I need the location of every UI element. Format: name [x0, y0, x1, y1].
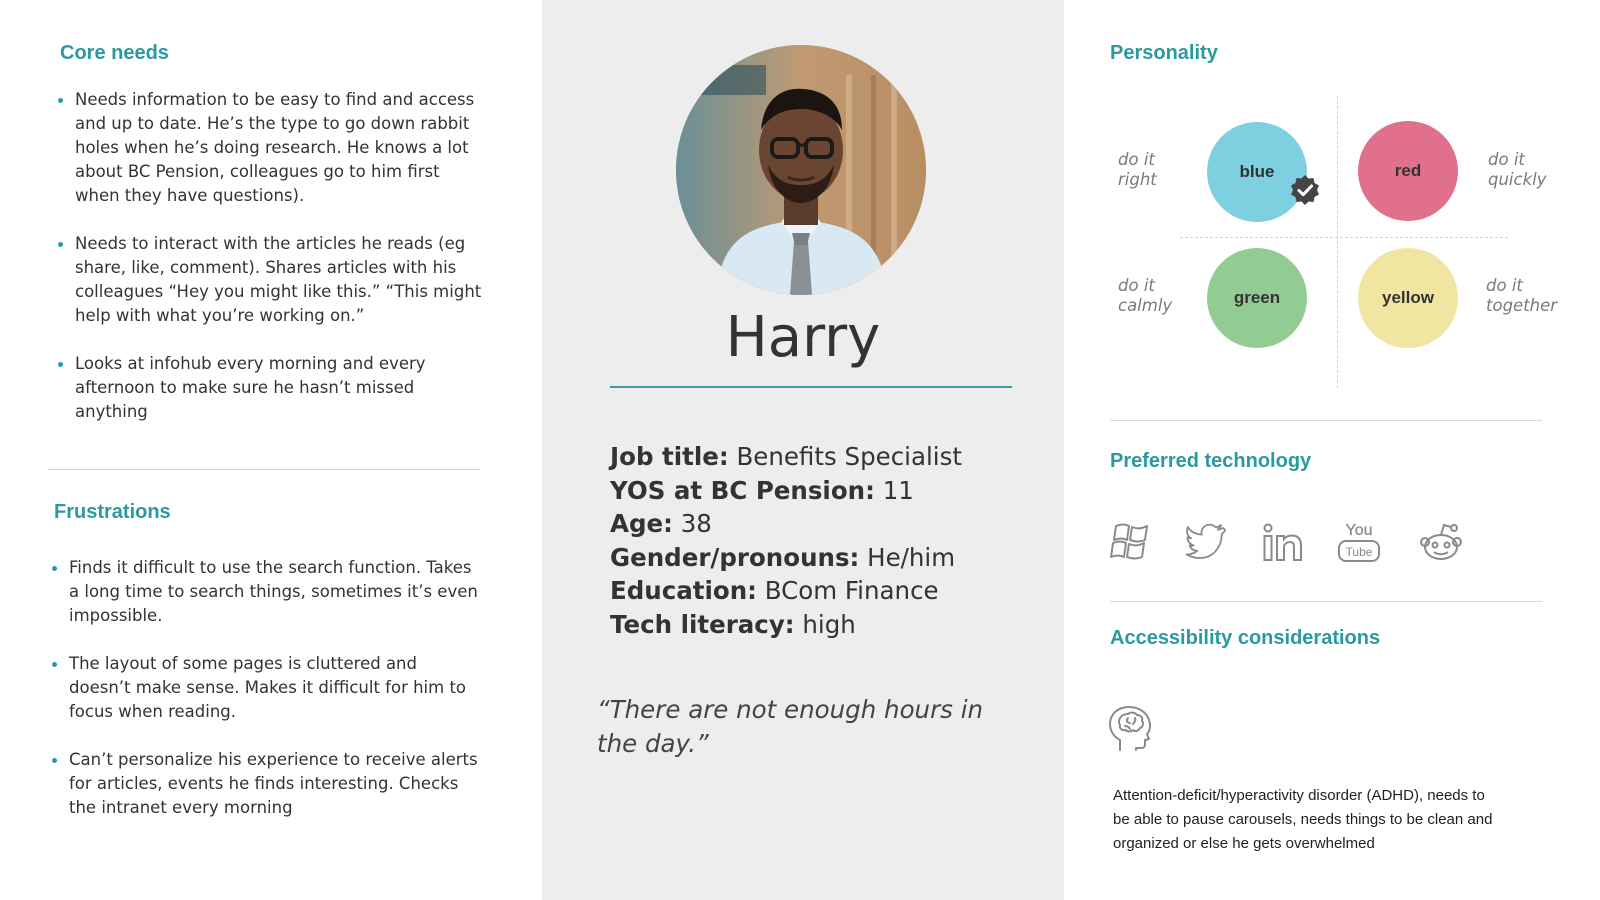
- avatar: [676, 45, 926, 295]
- persona-name: Harry: [725, 305, 881, 370]
- brain-head-icon: [1106, 704, 1154, 752]
- linkedin-icon: [1260, 520, 1306, 566]
- right-divider-2: [1110, 601, 1542, 602]
- fact-value: high: [802, 609, 856, 639]
- fact-row: [610, 574, 962, 608]
- list-item: Finds it difficult to use the search function. Takes a long time to search things, sometimes it’s even impossible.: [54, 556, 482, 628]
- persona-facts: [610, 440, 962, 642]
- frustrations-list: [54, 556, 482, 844]
- left-divider: [48, 469, 480, 470]
- personality-circle-green: [1207, 248, 1307, 348]
- list-item: Can’t personalize his experience to receive alerts for articles, events he finds interesting. Checks the intranet every morning: [54, 748, 482, 820]
- verified-check-icon: [1289, 174, 1321, 206]
- quadrant-axis-vertical: [1337, 96, 1338, 388]
- name-underline: [610, 386, 1012, 388]
- fact-row: [610, 440, 962, 474]
- frustrations-heading: Frustrations: [54, 501, 171, 523]
- fact-row: [610, 507, 962, 541]
- quadrant-axis-horizontal: [1180, 237, 1508, 238]
- personality-heading: Personality: [1110, 42, 1218, 64]
- accessibility-heading: Accessibility considerations: [1110, 627, 1381, 649]
- portrait-photo: [676, 45, 926, 295]
- right-divider-1: [1110, 420, 1542, 421]
- profile-panel: [542, 0, 1064, 900]
- personality-circle-blue: [1207, 122, 1307, 222]
- quadrant-label-yellow: do it together: [1486, 276, 1558, 315]
- circle-label: blue: [1239, 162, 1275, 181]
- list-item: Looks at infohub every morning and every afternoon to make sure he hasn’t missed anything: [60, 352, 482, 424]
- fact-label: Age:: [610, 509, 673, 539]
- personality-circle-red: [1358, 121, 1458, 221]
- technology-heading: Preferred technology: [1110, 450, 1312, 472]
- fact-value: BCom Finance: [764, 576, 939, 606]
- fact-label: Education:: [610, 576, 757, 606]
- fact-label: Gender/pronouns:: [610, 542, 860, 572]
- reddit-icon: [1418, 520, 1464, 566]
- quadrant-label-red: do it quickly: [1488, 150, 1547, 189]
- list-item: Needs information to be easy to find and access and up to date. He’s the type to go down rabbit holes when he’s doing research. He knows a lot about BC Pension, colleagues go to him first when they have questions).: [60, 88, 482, 208]
- circle-label: green: [1233, 288, 1281, 307]
- fact-row: [610, 474, 962, 508]
- windows-icon: [1108, 520, 1154, 566]
- persona-quote: “There are not enough hours in the day.”: [597, 695, 984, 758]
- fact-label: YOS at BC Pension:: [610, 475, 875, 505]
- fact-label: Tech literacy:: [610, 609, 795, 639]
- accessibility-description: Attention-deficit/hyperactivity disorder (ADHD), needs to be able to pause carousels, needs things to be clean and organized or else he gets overwhelmed: [1113, 787, 1493, 852]
- fact-label: Job title:: [610, 442, 729, 471]
- fact-value: 38: [680, 509, 712, 539]
- fact-row: [610, 608, 962, 642]
- circle-label: yellow: [1382, 288, 1434, 307]
- quadrant-label-green: do it calmly: [1118, 276, 1173, 315]
- core-needs-heading: Core needs: [60, 42, 169, 64]
- fact-row: [610, 541, 962, 575]
- fact-value: 11: [882, 475, 914, 505]
- personality-circle-yellow: [1358, 248, 1458, 348]
- youtube-icon: [1336, 520, 1382, 566]
- youtube-text-top: You: [1345, 522, 1373, 539]
- core-needs-list: [60, 88, 482, 448]
- quadrant-label-blue: do it right: [1118, 150, 1157, 189]
- twitter-icon: [1184, 520, 1230, 566]
- list-item: Needs to interact with the articles he reads (eg share, like, comment). Shares articles with his colleagues “Hey you might like this.” “This might help with what you’re working on.”: [60, 232, 482, 328]
- youtube-text-bottom: Tube: [1345, 545, 1373, 559]
- list-item: The layout of some pages is cluttered and doesn’t make sense. Makes it difficult for him to focus when reading.: [54, 652, 482, 724]
- fact-value: He/him: [867, 542, 956, 572]
- circle-label: red: [1394, 161, 1422, 180]
- fact-value: Benefits Specialist: [736, 442, 962, 471]
